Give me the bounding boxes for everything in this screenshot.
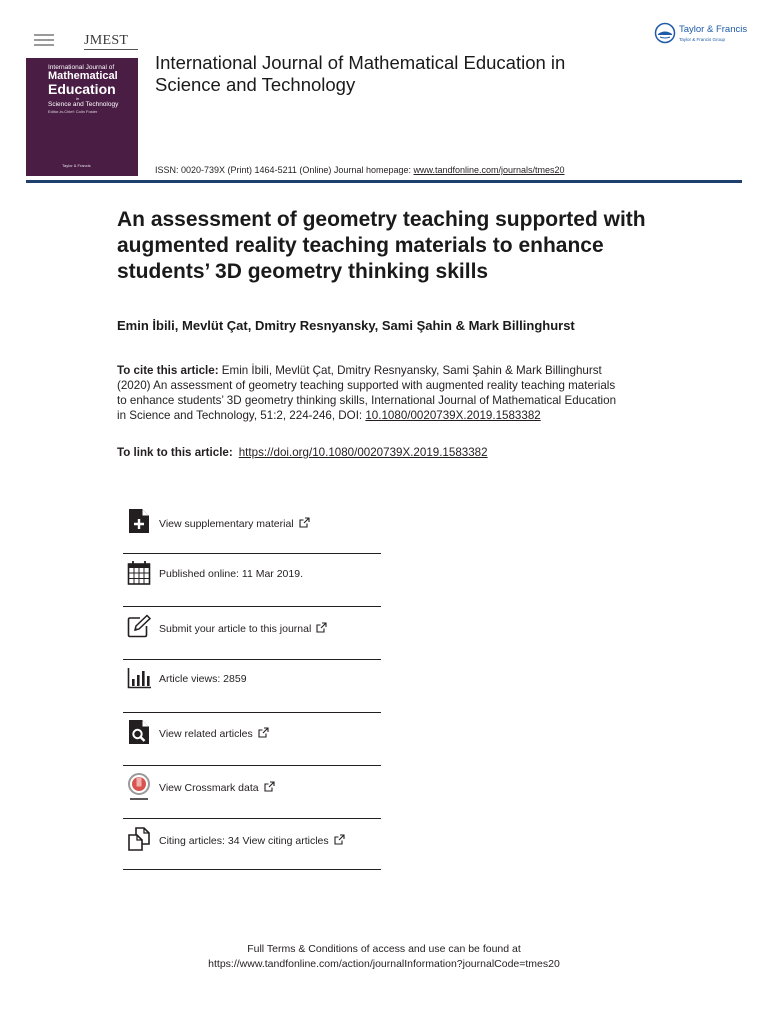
external-link-icon — [299, 517, 310, 528]
external-link-icon — [258, 727, 269, 738]
citing-articles-icon — [127, 826, 151, 852]
cover-line: in — [76, 96, 80, 101]
journal-title: International Journal of Mathematical Education in Science and Technology — [155, 52, 566, 95]
jmest-divider — [84, 49, 138, 50]
terms-footer — [0, 942, 768, 972]
publisher-name: Taylor & Francis — [679, 24, 748, 35]
link-divider — [123, 818, 381, 819]
cover-line: Mathematical — [48, 70, 118, 82]
link-label: View related articles — [159, 728, 253, 740]
link-divider — [123, 765, 381, 766]
cover-line: Science and Technology — [48, 101, 119, 108]
search-document-icon — [127, 719, 151, 745]
taylor-francis-logo-icon — [654, 22, 676, 44]
issn-text: ISSN: 0020-739X (Print) 1464-5211 (Online) Journal homepage: — [155, 165, 414, 175]
footer-terms-url[interactable]: https://www.tandfonline.com/action/journalInformation?journalCode=tmes20 — [208, 958, 560, 970]
crossmark-icon — [127, 772, 151, 802]
footer-line: Full Terms & Conditions of access and use can be found at — [247, 943, 521, 955]
journal-homepage-link[interactable]: www.tandfonline.com/journals/tmes20 — [413, 165, 565, 175]
cite-text: Emin İbili, Mevlüt Çat, Dmitry Resnyansky, Sami Şahin & Mark Billinghurst (2020) An assessment of geometry teaching supported with augmented reality teaching materials to enhance students’ 3D geometry thinking skills, International Journal of Mathematical Education in Science and Technology, 51:2, 224-246, DOI: — [117, 364, 617, 422]
external-link-icon — [264, 781, 275, 792]
edit-icon — [127, 614, 151, 640]
publisher-sub: Taylor & Francis Group — [679, 37, 726, 42]
link-divider — [123, 712, 381, 713]
link-divider — [123, 659, 381, 660]
link-divider — [123, 606, 381, 607]
link-label: View supplementary material — [159, 518, 294, 530]
article-link-line — [117, 446, 488, 459]
link-label: To link to this article: — [117, 446, 233, 459]
external-link-icon — [316, 622, 327, 633]
calendar-icon — [127, 560, 151, 586]
cover-line: Education — [48, 81, 116, 97]
link-label: Article views: 2859 — [159, 673, 247, 685]
link-label: Submit your article to this journal — [159, 623, 312, 635]
link-label: View Crossmark data — [159, 782, 259, 794]
bar-chart-icon — [127, 666, 151, 692]
cover-editor: Editor-in-Chief: Colin Foster — [48, 109, 98, 114]
link-label: Published online: 11 Mar 2019. — [159, 568, 303, 580]
article-doi-url-link[interactable]: https://doi.org/10.1080/0020739X.2019.1583382 — [238, 446, 488, 459]
article-authors: Emin İbili, Mevlüt Çat, Dmitry Resnyansky, Sami Şahin & Mark Billinghurst — [117, 318, 575, 333]
doi-link[interactable]: 10.1080/0020739X.2019.1583382 — [365, 409, 541, 422]
cover-publisher-mark: Taylor & Francis — [62, 163, 91, 168]
link-label: Citing articles: 34 View citing articles — [159, 835, 329, 847]
article-title: An assessment of geometry teaching supported with augmented reality teaching materials to enhance students’ 3D geometry thinking skills — [117, 208, 646, 283]
header-rule — [26, 180, 742, 183]
supplementary-file-icon — [127, 508, 151, 534]
journal-cover[interactable] — [26, 58, 138, 176]
link-divider — [123, 869, 381, 870]
external-link-icon — [334, 834, 345, 845]
jmest-label: JMEST — [84, 33, 129, 48]
issn-line — [155, 165, 565, 175]
link-divider — [123, 553, 381, 554]
cite-label: To cite this article: — [117, 364, 219, 377]
citation-block — [117, 363, 627, 423]
cover-line: International Journal of — [48, 64, 115, 71]
header-small-print — [34, 34, 54, 49]
